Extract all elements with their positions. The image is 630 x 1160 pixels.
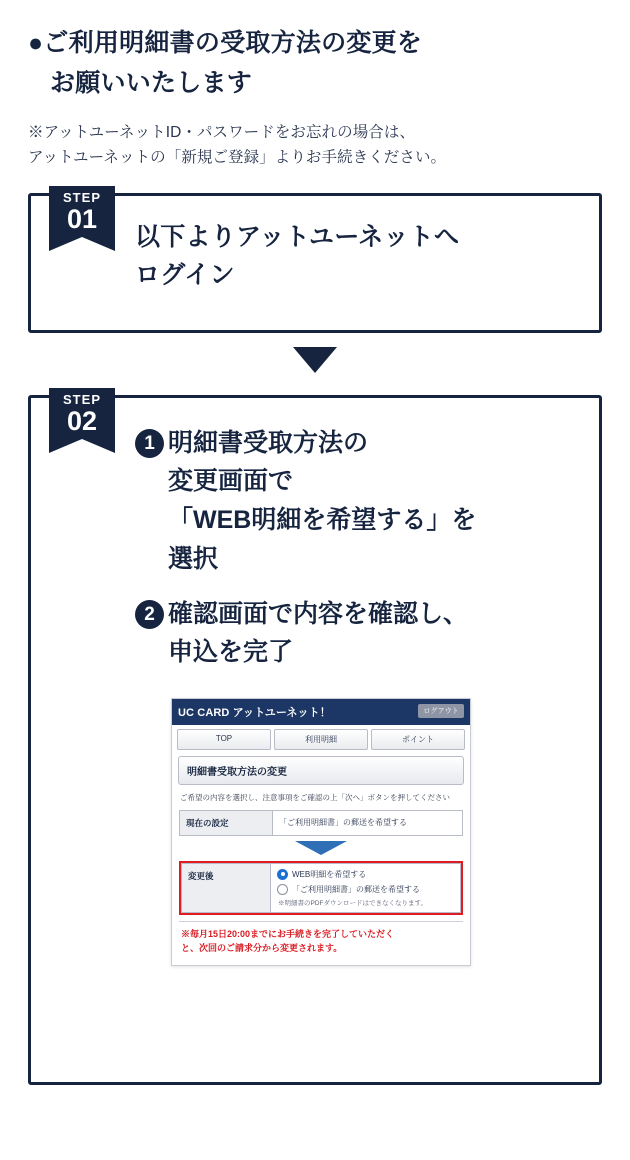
note-text xyxy=(28,121,602,171)
step-02-item-2-number: 2 xyxy=(135,600,164,629)
radio-option-web[interactable] xyxy=(277,869,454,880)
step-01-text-line2: ログイン xyxy=(135,261,235,290)
page-title-line2: お願いいたします xyxy=(50,68,253,97)
radio-option-mail-label: 「ご利用明細書」の郵送を希望する xyxy=(292,885,420,895)
step-02-item-1-line2: 変更画面で xyxy=(168,467,294,496)
screenshot-header xyxy=(172,699,470,725)
step-02-badge-label: STEP xyxy=(62,391,102,407)
step-02-item-1 xyxy=(135,424,583,579)
option-note: ※明細書のPDFダウンロードはできなくなります。 xyxy=(278,900,427,908)
step-01-badge xyxy=(49,186,115,238)
note-line1: ※アットユーネットID・パスワードをお忘れの場合は、 xyxy=(28,124,416,141)
step-01-badge-label: STEP xyxy=(62,189,102,205)
change-label: 変更後 xyxy=(182,864,271,912)
step-02-box xyxy=(28,391,602,1085)
step-02-item-2-line2: 申込を完了 xyxy=(168,638,294,667)
step-01-box xyxy=(28,189,602,333)
step-02-item-2-line1: 確認画面で内容を確認し、 xyxy=(168,599,469,628)
screenshot-down-arrow-icon xyxy=(295,841,347,855)
step-02-item-1-line3: 「WEB明細を希望する」を xyxy=(168,506,477,535)
step-02-item-1-line1: 明細書受取方法の xyxy=(168,428,369,457)
step-02-content xyxy=(135,424,583,689)
step-01-text-line1: 以下よりアットユーネットへ xyxy=(135,222,460,251)
tab-usage-details[interactable]: 利用明細 xyxy=(274,729,368,750)
radio-option-mail[interactable] xyxy=(277,884,454,895)
radio-selected-icon[interactable] xyxy=(277,869,288,880)
page-title-line1: ●ご利用明細書の受取方法の変更を xyxy=(28,29,423,57)
change-highlight-box xyxy=(179,861,463,915)
current-setting-value: 「ご利用明細書」の郵送を希望する xyxy=(273,811,462,835)
step-01-text xyxy=(135,218,585,296)
note-line2: アットユーネットの「新規ご登録」よりお手続きください。 xyxy=(28,148,447,166)
step-02-badge-number: 02 xyxy=(66,405,98,436)
change-row xyxy=(181,863,461,913)
screenshot-tabs xyxy=(172,725,470,754)
screenshot-warning-line1: ※毎月15日20:00までにお手続きを完了していただく xyxy=(181,929,395,940)
step-02-item-1-number: 1 xyxy=(135,429,164,458)
step-02-badge xyxy=(49,388,115,440)
radio-unselected-icon[interactable] xyxy=(277,884,288,895)
step-02-item-2-text xyxy=(168,595,468,673)
step-01-badge-number: 01 xyxy=(66,203,98,234)
logout-button[interactable]: ログアウト xyxy=(418,704,464,718)
tab-points[interactable]: ポイント xyxy=(371,729,465,750)
page-title xyxy=(28,24,602,103)
step-02-item-1-text xyxy=(168,424,476,579)
screenshot-mock xyxy=(171,698,471,967)
radio-option-web-label: WEB明細を希望する xyxy=(292,869,367,879)
change-options xyxy=(271,864,460,912)
screenshot-brand: UC CARD アットユーネット！ xyxy=(178,706,331,719)
screenshot-description: ご希望の内容を選択し、注意事項をご確認の上「次へ」ボタンを押してください xyxy=(180,792,450,802)
screenshot-page-title: 明細書受取方法の変更 xyxy=(178,756,464,785)
screenshot-warning-line2: と、次回のご請求分から変更されます。 xyxy=(181,942,343,953)
current-setting-row xyxy=(179,810,463,836)
step-02-item-2 xyxy=(135,595,583,673)
step-02-item-1-line4: 選択 xyxy=(168,544,219,573)
down-arrow-icon xyxy=(293,347,337,373)
tab-top[interactable]: TOP xyxy=(177,729,271,750)
current-setting-label: 現在の設定 xyxy=(180,811,273,835)
screenshot-warning xyxy=(179,921,463,957)
